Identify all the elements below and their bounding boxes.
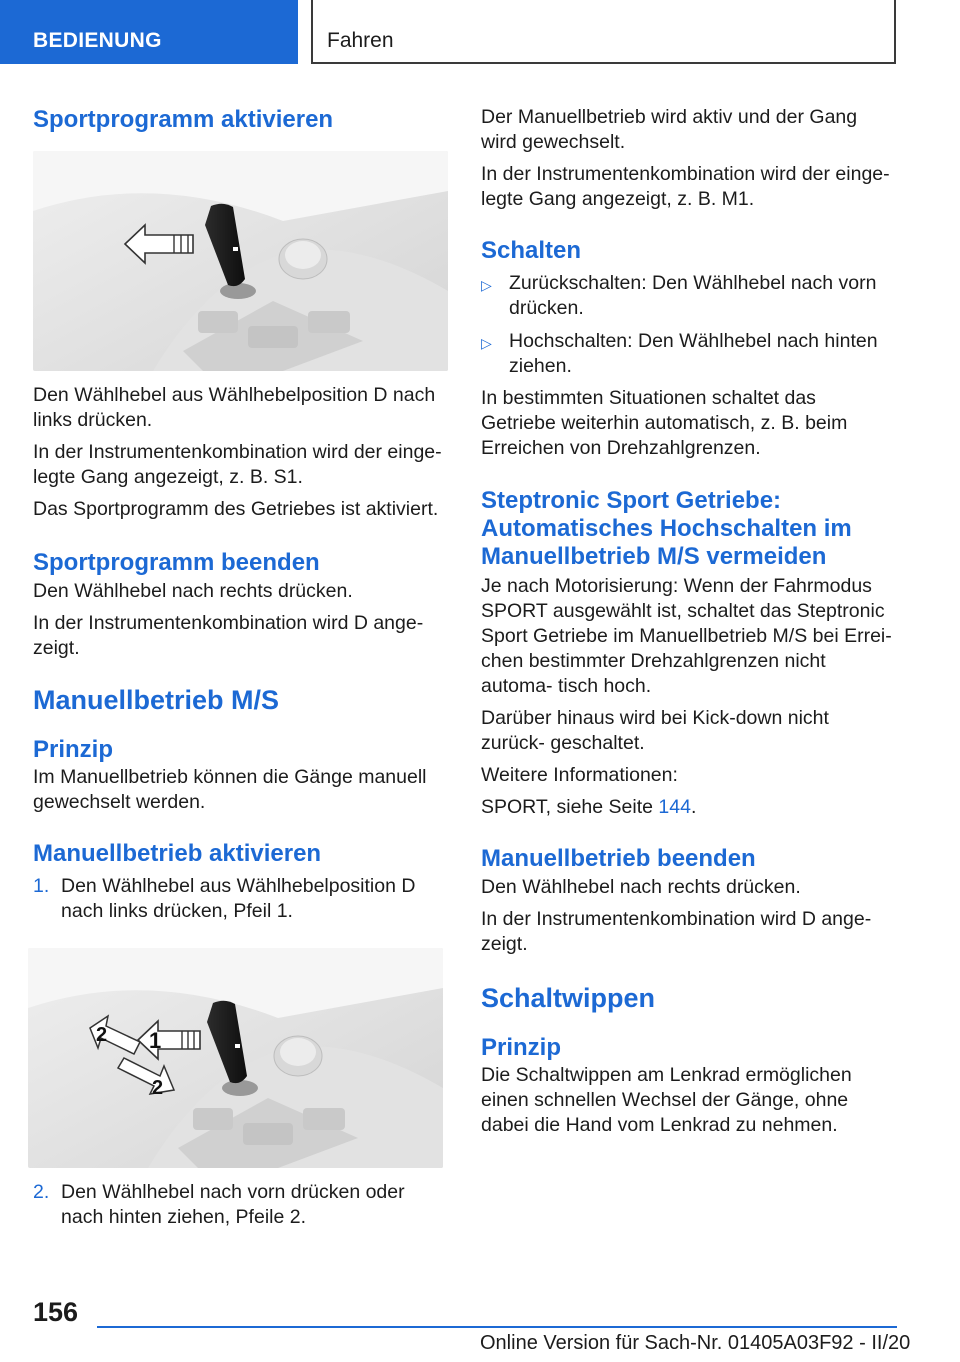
heading-schaltwippen: Schaltwippen xyxy=(481,983,656,1013)
step-text: Den Wählhebel aus Wählhebelposition D nach links drücken, Pfeil 1. xyxy=(61,875,416,922)
heading-sport-beenden: Sportprogramm beenden xyxy=(33,549,320,576)
left-column xyxy=(33,100,448,1230)
heading-schalten: Schalten xyxy=(481,237,582,264)
step-text: Den Wählhebel nach vorn drücken oder nach hinten ziehen, Pfeile 2. xyxy=(61,1181,405,1228)
triangle-bullet-icon: ▷ xyxy=(481,335,492,351)
triangle-bullet-icon: ▷ xyxy=(481,277,492,293)
list-item xyxy=(33,1180,448,1230)
header-chapter-title: Fahren xyxy=(311,0,896,64)
figure-selector-lever-left xyxy=(33,151,448,371)
steps-list-part-1 xyxy=(33,874,448,924)
ref-suffix: . xyxy=(690,796,697,818)
page-number: 156 xyxy=(33,1297,79,1327)
heading-manuell-aktivieren: Manuellbetrieb aktivieren xyxy=(33,840,322,867)
list-item xyxy=(481,329,896,379)
header-section-tab: BEDIENUNG xyxy=(0,0,298,64)
arrow-label-2-forward: 2 xyxy=(96,1024,108,1046)
text-sport-beenden-2: In der Instrumentenkombination wird D ange‐ zeigt. xyxy=(33,612,424,659)
arrow-label-1: 1 xyxy=(149,1028,162,1053)
list-item xyxy=(481,271,896,321)
heading-manuellbetrieb: Manuellbetrieb M/S xyxy=(33,685,280,715)
schalten-list xyxy=(481,271,896,379)
text-sport-step-1: Den Wählhebel aus Wählhebelposition D nach links drücken. xyxy=(33,384,436,431)
text-schalten-auto: In bestimmten Situationen schaltet das Getriebe weiterhin automatisch, z. B. beim Erreichen von Drehzahlgrenzen. xyxy=(481,387,848,459)
heading-steptronic: Steptronic Sport Getriebe: Automatisches Hochschalten im Manuellbetrieb M/S vermeiden xyxy=(481,487,852,570)
selector-lever-illustration xyxy=(33,151,448,371)
text-schaltwippen: Die Schaltwippen am Lenkrad ermöglichen einen schnellen Wechsel der Gänge, ohne dabei die Hand vom Lenkrad zu nehmen. xyxy=(481,1064,852,1136)
list-item xyxy=(33,874,448,924)
text-steptronic-3: Weitere Informationen: xyxy=(481,764,678,786)
figure-selector-lever-arrows xyxy=(28,948,443,1168)
text-steptronic-2: Darüber hinaus wird bei Kick-down nicht zurück‐ geschaltet. xyxy=(481,707,829,754)
heading-manuell-beenden: Manuellbetrieb beenden xyxy=(481,845,756,872)
text-sport-step-2: In der Instrumentenkombination wird der einge‐ legte Gang angezeigt, z. B. S1. xyxy=(33,441,442,488)
step-number: 1. xyxy=(33,875,50,897)
bullet-text: Hochschalten: Den Wählhebel nach hinten ziehen. xyxy=(509,330,878,377)
text-sport-beenden-1: Den Wählhebel nach rechts drücken. xyxy=(33,580,353,602)
steps-list-part-2 xyxy=(33,1180,448,1230)
text-sport-step-3: Das Sportprogramm des Getriebes ist aktiviert. xyxy=(33,498,439,520)
step-number: 2. xyxy=(33,1181,50,1203)
text-steptronic-1: Je nach Motorisierung: Wenn der Fahrmodus SPORT ausgewählt ist, schaltet das Steptronic Sport Getriebe im Manuellbetrieb M/S bei Errei‐ chen bestimmter Drehzahlgrenzen nicht automa‐ tisch hoch. xyxy=(481,575,892,697)
heading-prinzip-wippen: Prinzip xyxy=(481,1034,562,1061)
footer-divider xyxy=(97,1326,897,1328)
heading-sport-aktivieren: Sportprogramm aktivieren xyxy=(33,106,334,133)
text-manuell-beenden-1: Den Wählhebel nach rechts drücken. xyxy=(481,876,801,898)
text-steptronic-ref xyxy=(481,795,896,820)
heading-prinzip: Prinzip xyxy=(33,736,114,763)
page-reference-link[interactable]: 144 xyxy=(658,796,691,818)
bullet-text: Zurückschalten: Den Wählhebel nach vorn drücken. xyxy=(509,272,877,319)
text-manuell-beenden-2: In der Instrumentenkombination wird D ange‐ zeigt. xyxy=(481,908,872,955)
footer-online-version: Online Version für Sach-Nr. 01405A03F92 - II/20 xyxy=(480,1332,911,1354)
arrow-label-2-back: 2 xyxy=(152,1077,164,1099)
text-manuell-aktiv: Der Manuellbetrieb wird aktiv und der Gang wird gewechselt. xyxy=(481,106,858,153)
text-prinzip: Im Manuellbetrieb können die Gänge manuell gewechselt werden. xyxy=(33,766,427,813)
text-gang-angezeigt: In der Instrumentenkombination wird der einge‐ legte Gang angezeigt, z. B. M1. xyxy=(481,163,890,210)
right-column xyxy=(481,100,896,1138)
ref-prefix: SPORT, siehe Seite xyxy=(481,796,659,818)
selector-lever-arrows-illustration xyxy=(28,948,443,1168)
